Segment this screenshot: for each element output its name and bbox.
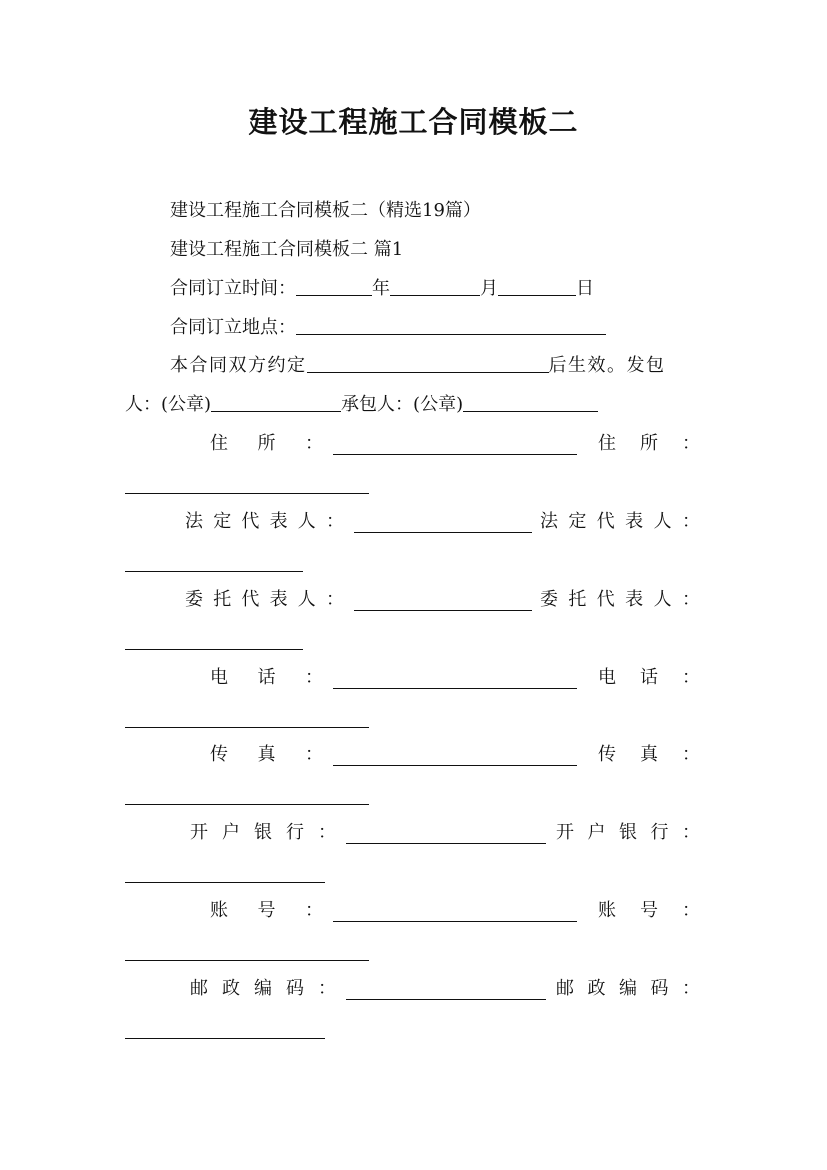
contractor-field-blank-4[interactable]: [125, 803, 369, 805]
contractor-field-blank-5[interactable]: [125, 881, 325, 883]
effect-row: [170, 352, 666, 380]
effect-suffix: 后生效。发包: [548, 355, 666, 376]
left-field-label-1: 法 定 代 表 人 ：: [185, 511, 344, 532]
day-label: 日: [576, 278, 594, 299]
contractor-field-blank-6[interactable]: [125, 959, 369, 961]
contractor-field-blank-0[interactable]: [125, 492, 369, 494]
effect-prefix: 本合同双方约定: [170, 355, 307, 376]
employer-field-blank-0[interactable]: [333, 453, 577, 455]
year-label: 年: [372, 278, 390, 299]
right-field-label-6: 账 号 ：: [598, 900, 700, 921]
right-field-label-4: 传 真 ：: [598, 744, 700, 765]
employer-field-blank-5[interactable]: [346, 842, 546, 844]
employer-field-blank-3[interactable]: [333, 687, 577, 689]
contractor-seal-blank[interactable]: [463, 391, 598, 412]
left-field-label-6: 账 号 ：: [210, 900, 323, 921]
employer-field-blank-6[interactable]: [333, 920, 577, 922]
contractor-field-blank-3[interactable]: [125, 726, 369, 728]
contractor-field-blank-7[interactable]: [125, 1037, 325, 1039]
contractor-field-blank-1[interactable]: [125, 570, 303, 572]
left-field-label-3: 电 话 ：: [210, 667, 323, 688]
employer-field-blank-2[interactable]: [354, 609, 532, 611]
party-seal-row: [125, 391, 598, 419]
right-field-label-5: 开 户 银 行 ：: [556, 822, 700, 843]
month-blank[interactable]: [390, 275, 480, 296]
sign-place-row: [170, 314, 606, 342]
employer-field-blank-4[interactable]: [333, 764, 577, 766]
left-field-label-5: 开 户 银 行 ：: [190, 822, 336, 843]
document-title: 建设工程施工合同模板二: [248, 105, 579, 139]
sign-place-blank[interactable]: [296, 314, 606, 335]
contractor-seal-label: 承包人：(公章): [341, 394, 464, 415]
employer-field-blank-1[interactable]: [354, 531, 532, 533]
day-blank[interactable]: [498, 275, 576, 296]
contractor-field-blank-2[interactable]: [125, 648, 303, 650]
right-field-label-1: 法 定 代 表 人 ：: [540, 511, 700, 532]
left-field-label-4: 传 真 ：: [210, 744, 323, 765]
employer-seal-blank[interactable]: [211, 391, 341, 412]
employer-field-blank-7[interactable]: [346, 998, 546, 1000]
sign-place-label: 合同订立地点：: [170, 317, 296, 338]
left-field-label-2: 委 托 代 表 人 ：: [185, 589, 344, 610]
sign-time-row: [170, 275, 594, 303]
sign-time-label: 合同订立时间：: [170, 278, 296, 299]
effect-blank[interactable]: [307, 352, 549, 373]
right-field-label-2: 委 托 代 表 人 ：: [540, 589, 700, 610]
left-field-label-7: 邮 政 编 码 ：: [190, 978, 336, 999]
document-subtitle: 建设工程施工合同模板二（精选19篇）: [170, 200, 481, 221]
employer-seal-label: 人：(公章): [125, 394, 212, 415]
right-field-label-0: 住 所 ：: [598, 433, 700, 454]
right-field-label-3: 电 话 ：: [598, 667, 700, 688]
year-blank[interactable]: [296, 275, 372, 296]
left-field-label-0: 住 所 ：: [210, 433, 323, 454]
right-field-label-7: 邮 政 编 码 ：: [556, 978, 700, 999]
month-label: 月: [480, 278, 498, 299]
section-heading: 建设工程施工合同模板二 篇1: [170, 239, 404, 260]
